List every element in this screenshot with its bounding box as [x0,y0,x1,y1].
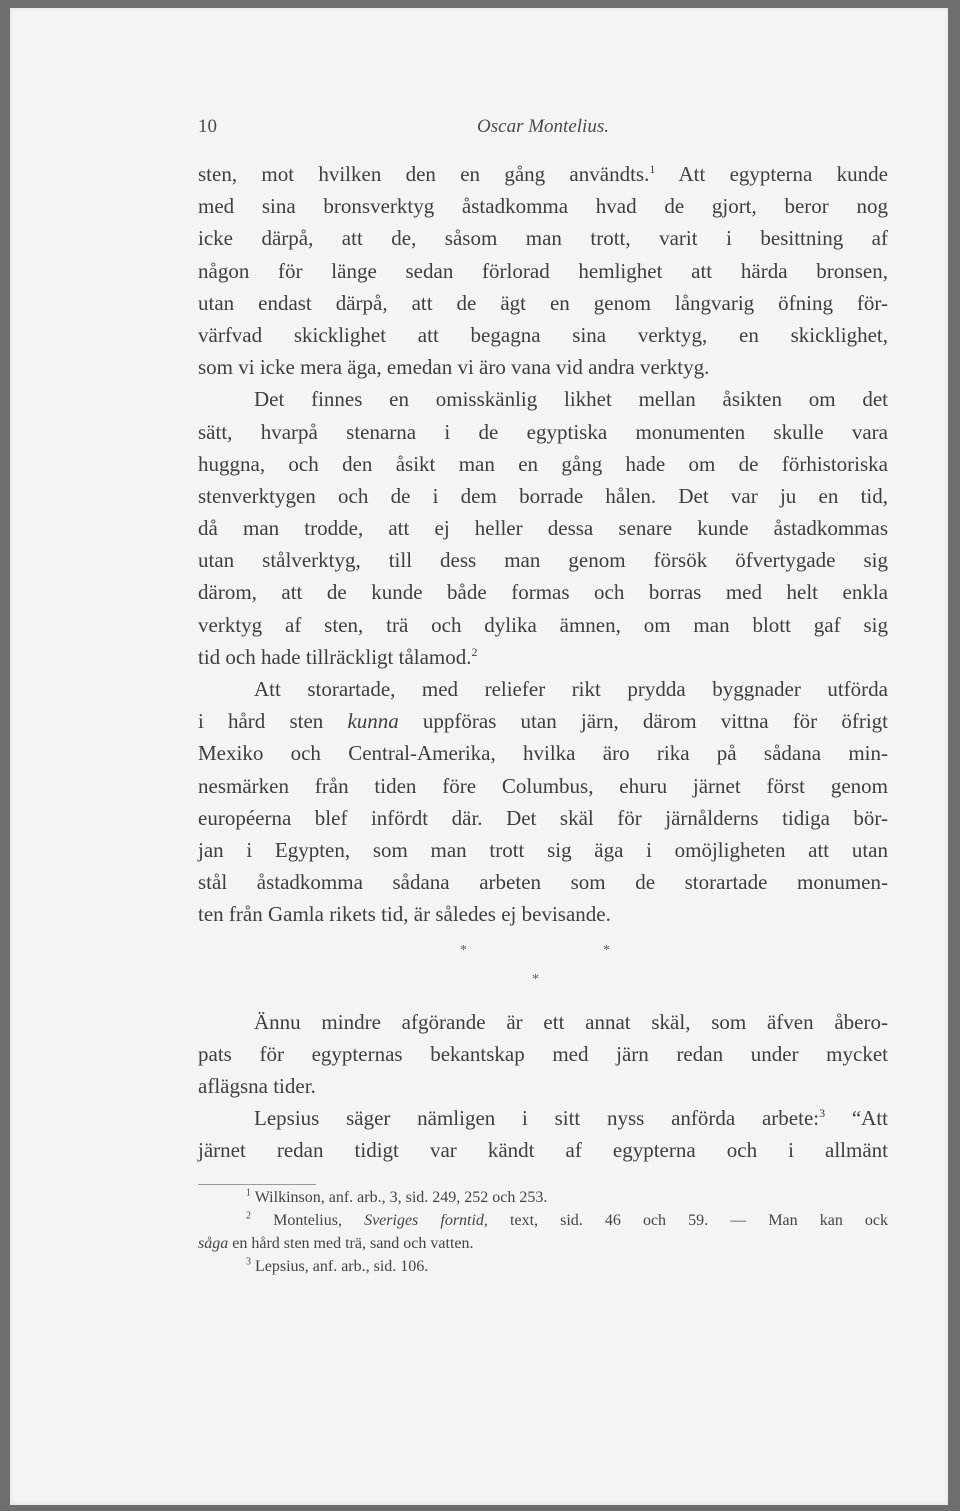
line-text: i hård sten [198,709,348,734]
line-text: Det finnes en omisskänlig likhet mellan åsikten om det [254,387,888,412]
line-text: då man trodde, att ej heller dessa senare kunde åstadkommas [198,516,888,541]
text-line [198,1070,888,1102]
text-line [198,866,888,898]
separator-star-2: * [603,942,610,958]
line-text: värfvad skicklighet att begagna sina verktyg, en skicklighet, [198,322,888,347]
text-line [198,383,888,415]
text-line [198,544,888,576]
text-line [198,834,888,866]
separator-star-1: * [460,942,467,958]
section-separator [198,931,888,1006]
footnote-reference: 1 [649,162,656,176]
footnote-reference: 2 [471,644,478,659]
footnotes [198,1186,888,1278]
text-line [198,1006,888,1038]
line-text: Att egypterna kunde [655,162,888,186]
text-line [198,898,888,930]
text-line [198,1102,888,1134]
page-number: 10 [198,116,217,137]
line-text: jan i Egypten, som man trott sig äga i omöjligheten att utan [198,837,888,862]
line-text: “Att [825,1106,889,1131]
footnote-line [198,1255,888,1278]
footnote-reference: 3 [819,1106,826,1121]
line-text: Ännu mindre afgörande är ett annat skäl, som äfven åbero- [254,1009,888,1034]
footnote-marker: 2 [246,1210,251,1222]
line-text: verktyg af sten, trä och dylika ämnen, om man blott gaf sig [198,612,888,637]
line-text: pats för egypternas bekantskap med järn redan under mycket [198,1041,888,1066]
text-line [198,319,888,351]
footnote-line [198,1209,888,1232]
line-text: stål åstadkomma sådana arbeten som de storartade monumen- [198,870,888,895]
line-text: som vi icke mera äga, emedan vi äro vana vid andra verktyg. [198,355,710,380]
text-line [198,190,888,222]
separator-star-3: * [532,971,539,987]
line-text: huggna, och den åsikt man en gång hade om de förhistoriska [198,451,888,476]
italic-text: kunna [347,709,399,734]
footnote-marker: 1 [246,1187,251,1199]
line-text: Mexiko och Central-Amerika, hvilka äro rika på sådana min- [198,741,888,766]
line-text: text, sid. 46 och 59. — Man kan ock [487,1212,889,1229]
line-text: Att storartade, med reliefer rikt prydda byggnader utförda [254,677,888,701]
text-line [198,448,888,480]
text-block-1 [198,158,888,931]
line-text: européerna blef infördt där. Det skäl för järnålderns tidiga bör- [198,805,888,830]
text-line [198,480,888,512]
main-text [198,158,888,1185]
line-text: aflägsna tider. [198,1073,316,1098]
line-text: Wilkinson, anf. arb., 3, sid. 249, 252 och 253. [251,1189,548,1206]
line-text: icke därpå, att de, såsom man trott, varit i besittning af [198,226,888,251]
line-text: Montelius, [251,1212,365,1229]
line-text: ten från Gamla rikets tid, är således ej bevisande. [198,902,611,927]
text-line [198,512,888,544]
line-text: tid och hade tillräckligt tålamod. [198,644,472,669]
text-line [198,158,888,190]
line-text: utan endast därpå, att de ägt en genom långvarig öfning för- [198,290,888,315]
text-line [198,222,888,254]
text-line [198,770,888,802]
text-line [198,255,888,287]
footnote-marker: 3 [246,1256,251,1268]
line-text: sätt, hvarpå stenarna i de egyptiska monumenten skulle vara [198,419,888,444]
running-title-author: Oscar Montelius. [477,116,609,137]
line-text: sten, mot hvilken den en gång användts. [198,162,650,186]
text-line [198,287,888,319]
line-text: stenverktygen och de i dem borrade hålen. Det var ju en tid, [198,483,888,508]
footnote-line [198,1186,888,1209]
line-text: uppföras utan järn, därom vittna för öfrigt [398,709,888,734]
running-header [198,116,888,146]
line-text: utan stålverktyg, till dess man genom försök öfvertygade sig [198,548,888,573]
line-text: nesmärken från tiden före Columbus, ehuru järnet först genom [198,773,888,798]
text-line [198,802,888,834]
text-line [198,576,888,608]
text-block-2 [198,1006,888,1167]
line-text: någon för länge sedan förlorad hemlighet att härda bronsen, [198,258,888,283]
text-line [198,416,888,448]
italic-text: såga [198,1235,229,1252]
text-line [198,673,888,705]
text-line [198,1038,888,1070]
line-text: med sina bronsverktyg åstadkomma hvad de gjort, beror nog [198,194,888,219]
line-text: järnet redan tidigt var kändt af egypterna och i allmänt [198,1138,888,1163]
text-line [198,351,888,383]
line-text: en hård sten med trä, sand och vatten. [228,1235,474,1252]
text-line [198,737,888,769]
text-line [198,641,888,673]
line-text: därom, att de kunde både formas och borras med helt enkla [198,580,888,605]
footnote-line [198,1232,888,1255]
text-line [198,1134,888,1166]
text-line [198,705,888,737]
line-text: Lepsius säger nämligen i sitt nyss anförda arbete: [254,1106,820,1131]
text-line [198,609,888,641]
line-text: Lepsius, anf. arb., sid. 106. [251,1258,429,1275]
italic-text: Sveriges forntid, [364,1212,488,1229]
